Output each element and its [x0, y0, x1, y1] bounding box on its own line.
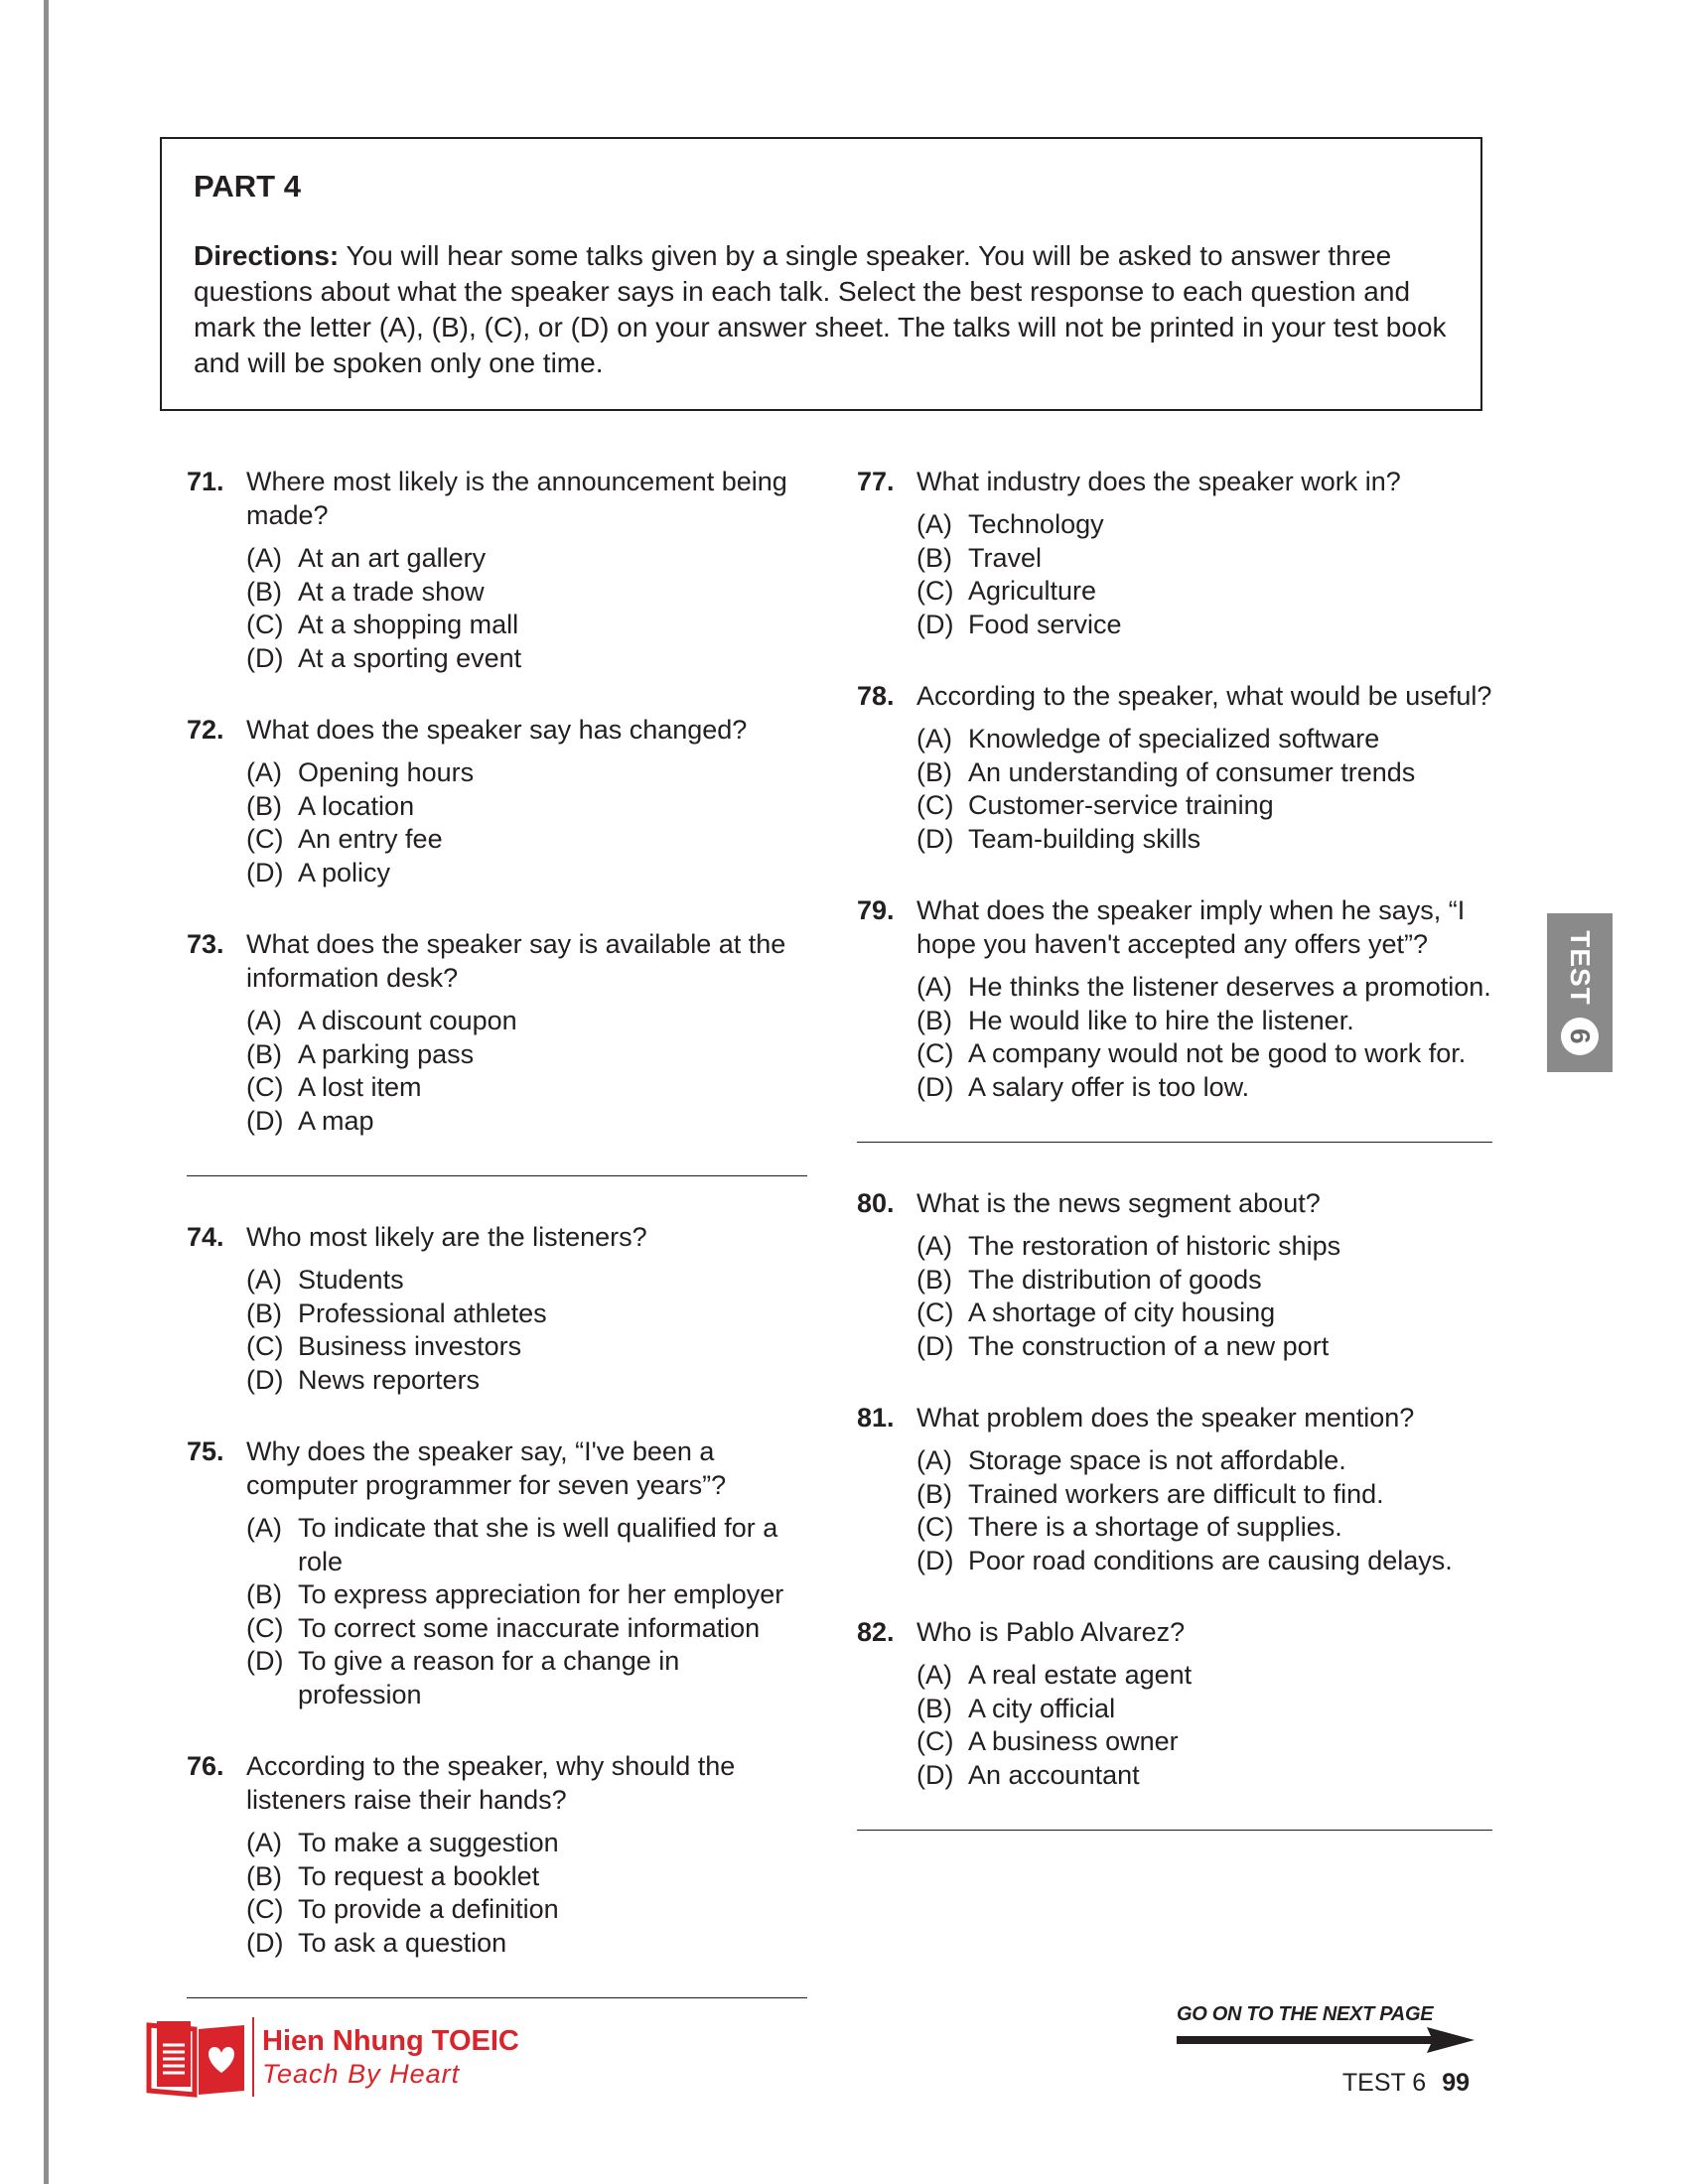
option-text: A map [298, 1105, 374, 1136]
answer-option [916, 789, 1492, 823]
option-letter: (B) [916, 1478, 952, 1509]
answer-option [246, 1860, 807, 1894]
part-title: PART 4 [194, 169, 301, 204]
answer-option [246, 1827, 807, 1860]
question-number: 76. [187, 1751, 224, 1781]
question-text: Where most likely is the announcement being made? [246, 467, 787, 530]
question-number: 81. [857, 1403, 895, 1433]
answer-option [246, 542, 807, 576]
logo-divider [252, 2017, 254, 2097]
option-text: To make a suggestion [298, 1828, 559, 1857]
option-text: A real estate agent [968, 1660, 1193, 1690]
question-74 [187, 1220, 807, 1397]
answer-option [916, 971, 1492, 1005]
answer-option [916, 823, 1492, 857]
answer-option [246, 1612, 807, 1646]
option-text: At a sporting event [298, 642, 522, 673]
option-letter: (D) [246, 1105, 284, 1136]
question-text: What problem does the speaker mention? [916, 1403, 1415, 1433]
answer-option [916, 1659, 1492, 1693]
answer-option [916, 1264, 1492, 1297]
answer-option [246, 1512, 807, 1578]
option-letter: (A) [916, 724, 952, 753]
option-letter: (A) [246, 1513, 282, 1543]
answer-option [916, 1297, 1492, 1330]
question-77 [857, 465, 1492, 641]
answer-options [246, 1005, 807, 1138]
option-letter: (B) [916, 542, 952, 573]
question-text: Why does the speaker say, “I've been a computer programmer for seven years”? [246, 1436, 727, 1500]
answer-option [246, 1297, 807, 1331]
answer-option [246, 756, 807, 790]
question-78 [857, 679, 1492, 856]
question-number: 80. [857, 1188, 895, 1218]
option-text: To indicate that she is well qualified for a role [298, 1513, 778, 1576]
answer-option [916, 1330, 1492, 1364]
option-text: Travel [968, 542, 1043, 573]
section-divider [187, 1997, 807, 1998]
section-divider [857, 1830, 1492, 1831]
answer-option [916, 1005, 1492, 1038]
answer-option [916, 609, 1492, 642]
answer-options [246, 1264, 807, 1397]
logo-tagline: Teach By Heart [262, 2059, 461, 2089]
option-letter: (A) [246, 543, 282, 573]
option-letter: (C) [246, 1072, 284, 1102]
option-text: Business investors [298, 1331, 522, 1361]
answer-options [916, 723, 1492, 856]
answer-option [916, 1693, 1492, 1726]
option-text: At an art gallery [298, 543, 487, 573]
option-text: A parking pass [298, 1038, 475, 1069]
option-text: A salary offer is too low. [968, 1071, 1250, 1102]
option-text: To ask a question [298, 1927, 507, 1958]
answer-options [246, 756, 807, 889]
answer-option [916, 1071, 1492, 1105]
publisher-logo [145, 2015, 519, 2099]
answer-option [246, 1105, 807, 1139]
answer-options [916, 971, 1492, 1104]
option-text: Food service [968, 609, 1122, 639]
section-divider [857, 1142, 1492, 1143]
option-letter: (C) [916, 1726, 954, 1756]
answer-option [246, 790, 807, 824]
answer-option [916, 1230, 1492, 1264]
option-letter: (D) [246, 857, 284, 887]
option-text: Team-building skills [968, 823, 1201, 854]
answer-option [246, 1071, 807, 1105]
answer-option [916, 723, 1492, 756]
answer-options [246, 542, 807, 675]
answer-option [246, 1005, 807, 1038]
option-text: Customer-service training [968, 790, 1274, 820]
option-letter: (A) [246, 1828, 282, 1857]
test-label: TEST 6 [1341, 2069, 1427, 2097]
question-82 [857, 1615, 1492, 1792]
option-text: An understanding of consumer trends [968, 756, 1416, 787]
question-80 [857, 1186, 1492, 1363]
question-number: 72. [187, 715, 224, 745]
option-letter: (B) [916, 756, 952, 787]
question-79 [857, 893, 1492, 1104]
option-text: He thinks the listener deserves a promotion. [968, 972, 1491, 1002]
question-81 [857, 1401, 1492, 1577]
option-letter: (A) [246, 1006, 282, 1035]
answer-option [246, 1264, 807, 1297]
option-letter: (C) [916, 1297, 954, 1327]
option-text: A policy [298, 857, 391, 887]
option-letter: (C) [916, 576, 954, 606]
option-letter: (A) [916, 1660, 952, 1690]
question-73 [187, 927, 807, 1138]
question-number: 79. [857, 895, 895, 925]
question-number: 71. [187, 467, 224, 496]
answer-option [916, 1545, 1492, 1578]
option-letter: (B) [246, 1038, 282, 1069]
answer-option [246, 1927, 807, 1961]
directions-box [160, 137, 1482, 411]
question-text: What does the speaker say is available at the information desk? [246, 929, 786, 993]
option-letter: (B) [246, 576, 282, 607]
answer-option [916, 1037, 1492, 1071]
question-72 [187, 713, 807, 889]
question-number: 82. [857, 1617, 895, 1647]
answer-options [916, 1444, 1492, 1577]
option-text: To provide a definition [298, 1894, 559, 1924]
question-71 [187, 465, 807, 675]
option-letter: (C) [246, 824, 284, 854]
option-letter: (C) [246, 1331, 284, 1361]
option-text: At a shopping mall [298, 610, 519, 639]
answer-option [246, 1893, 807, 1927]
answer-option [916, 756, 1492, 790]
option-text: A company would not be good to work for. [968, 1038, 1467, 1068]
option-letter: (C) [246, 1612, 284, 1643]
section-divider [187, 1175, 807, 1176]
option-text: The construction of a new port [968, 1330, 1330, 1361]
option-letter: (D) [916, 1545, 954, 1575]
option-text: A shortage of city housing [968, 1297, 1276, 1327]
option-text: Trained workers are difficult to find. [968, 1478, 1384, 1509]
answer-options [916, 508, 1492, 641]
option-letter: (B) [916, 1005, 952, 1035]
directions-label: Directions: [194, 240, 340, 271]
page-footer [1342, 2069, 1470, 2098]
question-text: What is the news segment about? [916, 1188, 1321, 1218]
option-letter: (A) [246, 757, 282, 787]
answer-option [916, 542, 1492, 576]
option-letter: (B) [246, 790, 282, 821]
question-text: Who is Pablo Alvarez? [916, 1617, 1186, 1647]
answer-option [916, 1444, 1492, 1478]
option-letter: (D) [246, 1646, 284, 1676]
option-letter: (B) [246, 1579, 282, 1609]
option-letter: (D) [916, 609, 954, 639]
book-heart-icon [145, 2015, 248, 2099]
option-letter: (C) [246, 610, 284, 639]
option-text: Professional athletes [298, 1297, 547, 1328]
option-letter: (C) [916, 790, 954, 820]
option-text: Knowledge of specialized software [968, 724, 1380, 753]
option-letter: (B) [246, 1860, 282, 1891]
side-tab-label: TEST [1565, 930, 1596, 1006]
answer-option [246, 576, 807, 610]
option-text: News reporters [298, 1364, 481, 1395]
directions-text [194, 238, 1449, 381]
option-text: Students [298, 1265, 404, 1295]
option-letter: (D) [916, 1759, 954, 1790]
right-column [857, 465, 1492, 1874]
question-number: 75. [187, 1436, 224, 1466]
option-letter: (D) [916, 1071, 954, 1102]
side-tab-number: 6 [1561, 1018, 1599, 1055]
option-text: Poor road conditions are causing delays. [968, 1545, 1453, 1575]
option-letter: (B) [916, 1693, 952, 1723]
option-letter: (C) [916, 1512, 954, 1542]
answer-option [916, 1759, 1492, 1793]
option-text: There is a shortage of supplies. [968, 1512, 1342, 1542]
question-number: 77. [857, 467, 895, 496]
option-text: To correct some inaccurate information [298, 1612, 761, 1643]
question-text: According to the speaker, what would be useful? [916, 681, 1492, 711]
right-arrow-icon [1177, 2027, 1475, 2053]
answer-option [246, 1645, 807, 1711]
answer-options [916, 1230, 1492, 1363]
option-letter: (D) [246, 642, 284, 673]
question-75 [187, 1434, 807, 1711]
option-letter: (D) [246, 1364, 284, 1395]
option-letter: (D) [916, 823, 954, 854]
option-text: A location [298, 790, 415, 821]
option-text: Opening hours [298, 757, 475, 787]
answer-options [246, 1512, 807, 1711]
answer-option [246, 823, 807, 857]
option-letter: (A) [246, 1265, 282, 1295]
answer-option [916, 575, 1492, 609]
next-page-indicator [1177, 2003, 1475, 2053]
option-text: A lost item [298, 1072, 422, 1102]
answer-option [916, 1478, 1492, 1512]
answer-option [246, 1038, 807, 1072]
question-text: What does the speaker say has changed? [246, 715, 748, 745]
question-text: According to the speaker, why should the listeners raise their hands? [246, 1751, 736, 1815]
answer-option [916, 508, 1492, 542]
option-text: Storage space is not affordable. [968, 1445, 1346, 1475]
option-letter: (A) [916, 972, 952, 1002]
logo-name: Hien Nhung TOEIC [262, 2025, 519, 2057]
option-text: Agriculture [968, 576, 1097, 606]
page-number: 99 [1442, 2069, 1470, 2097]
option-letter: (B) [246, 1297, 282, 1328]
option-text: At a trade show [298, 576, 485, 607]
option-letter: (D) [916, 1330, 954, 1361]
answer-option [916, 1511, 1492, 1545]
question-number: 78. [857, 681, 895, 711]
option-text: To request a booklet [298, 1860, 540, 1891]
option-letter: (C) [246, 1894, 284, 1924]
option-letter: (B) [916, 1264, 952, 1295]
answer-options [246, 1827, 807, 1960]
option-text: A discount coupon [298, 1006, 517, 1035]
answer-option [916, 1725, 1492, 1759]
option-text: An accountant [968, 1759, 1140, 1790]
answer-option [246, 642, 807, 676]
question-text: What industry does the speaker work in? [916, 467, 1401, 496]
left-column [187, 465, 807, 2042]
answer-option [246, 1330, 807, 1364]
binding-edge [44, 0, 49, 2184]
option-text: A city official [968, 1693, 1116, 1723]
question-number: 73. [187, 929, 224, 959]
option-text: He would like to hire the listener. [968, 1005, 1354, 1035]
option-text: Technology [968, 509, 1104, 539]
question-number: 74. [187, 1222, 224, 1252]
answer-option [246, 857, 807, 890]
answer-options [916, 1659, 1492, 1792]
answer-option [246, 1578, 807, 1612]
directions-body: You will hear some talks given by a single speaker. You will be asked to answer three questions about what the speaker says in each talk. Select the best response to each question and mark the letter (A), (B), (C), or (D) on your answer sheet. The talks will not be printed in your test book and will be spoken only one time. [194, 240, 1447, 378]
option-text: To give a reason for a change in profession [298, 1646, 680, 1709]
next-page-label: GO ON TO THE NEXT PAGE [1177, 2003, 1434, 2025]
option-letter: (A) [916, 1445, 952, 1475]
option-text: The restoration of historic ships [968, 1231, 1341, 1261]
option-letter: (C) [916, 1038, 954, 1068]
option-letter: (A) [916, 1231, 952, 1261]
question-text: Who most likely are the listeners? [246, 1222, 647, 1252]
option-text: A business owner [968, 1726, 1179, 1756]
answer-option [246, 609, 807, 642]
question-76 [187, 1749, 807, 1960]
answer-option [246, 1364, 807, 1398]
option-text: To express appreciation for her employer [298, 1579, 784, 1609]
option-letter: (A) [916, 509, 952, 539]
option-text: An entry fee [298, 824, 443, 854]
test-side-tab [1547, 913, 1613, 1072]
option-letter: (D) [246, 1927, 284, 1958]
question-text: What does the speaker imply when he says, “I hope you haven't accepted any offers yet”? [916, 895, 1466, 959]
option-text: The distribution of goods [968, 1264, 1262, 1295]
